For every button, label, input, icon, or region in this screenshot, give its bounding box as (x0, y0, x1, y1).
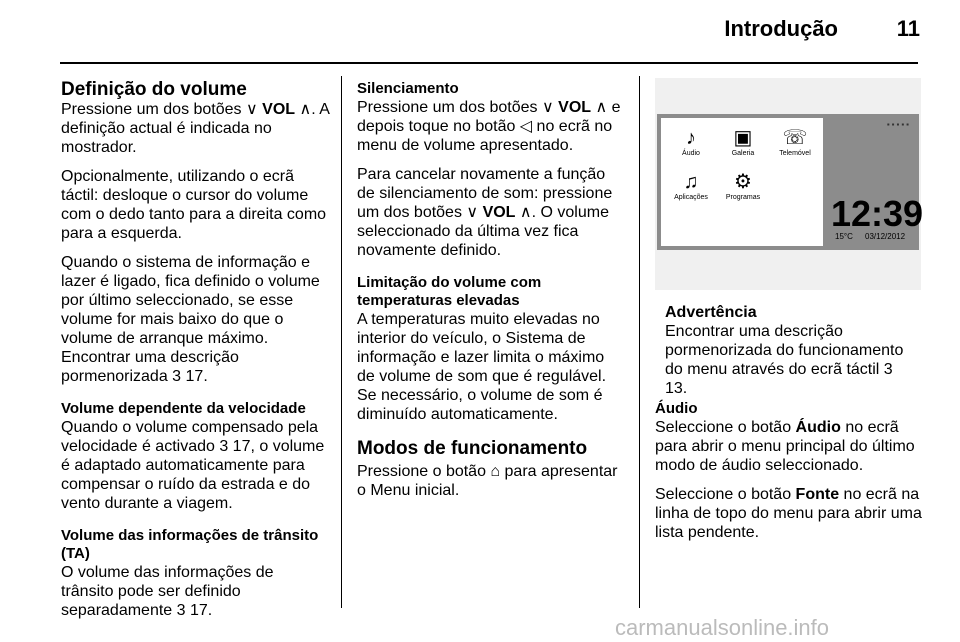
paragraph: Pressione um dos botões ∨ VOL ∧. A definição actual é indicada no mostrador. (61, 101, 329, 156)
watermark: carmanualsonline.info (615, 615, 830, 640)
subheading-traffic-volume: Volume das informações de trânsito (TA) (61, 527, 319, 562)
home-menu-panel (661, 118, 823, 246)
column-divider-2 (639, 76, 640, 608)
paragraph: Quando o sistema de informação e lazer é ligado, fica definido o volume por último seleccionado, se esse volume for mais baixo do que o volume de arranque máximo. Encontrar uma descrição pormenorizada 3 17. (61, 254, 320, 385)
tile-audio: ♪ Áudio (665, 126, 717, 157)
infotainment-screen-figure (657, 114, 924, 250)
section-heading-modes: Modos de funcionamento (357, 438, 588, 459)
column-2 (357, 80, 625, 510)
subheading-volume-limit: Limitação do volume com temperaturas elevadas (357, 274, 542, 309)
header-rule (60, 62, 918, 64)
tile-gallery: ▣ Galeria (717, 126, 769, 157)
warning-title: Advertência (665, 304, 757, 321)
warning-box (665, 303, 915, 398)
subheading-audio: Áudio (655, 400, 698, 417)
column-3 (655, 400, 923, 552)
date-display: 03/12/2012 (865, 232, 906, 241)
gallery-icon: ▣ (733, 127, 753, 149)
tile-settings: ⚙ Programas (717, 170, 769, 201)
paragraph: Seleccione o botão Áudio no ecrã para abrir o menu principal do último modo de áudio seleccionado. (655, 419, 915, 474)
apps-icon: ♫ (683, 171, 699, 193)
warning-text: Encontrar uma descrição pormenorizada do funcionamento do menu através do ecrã táctil 3 13. (665, 323, 904, 397)
temperature-display: 15°C (835, 232, 853, 241)
subheading-mute: Silenciamento (357, 80, 459, 97)
paragraph: Opcionalmente, utilizando o ecrã táctil: desloque o cursor do volume com o dedo tanto para a direita como para a esquerda. (61, 168, 327, 242)
section-heading-volume: Definição do volume (61, 79, 247, 100)
page-number: 11 (896, 16, 920, 41)
paragraph: O volume das informações de trânsito pode ser definido separadamente 3 17. (61, 564, 274, 619)
paragraph: Pressione um dos botões ∨ VOL ∧ e depois toque no botão ◁ no ecrã no menu de volume apresentado. (357, 99, 621, 154)
gear-icon: ⚙ (734, 171, 752, 193)
status-icons: ▪▪▪▪▪ (886, 120, 911, 129)
subheading-speed-volume: Volume dependente da velocidade (61, 400, 306, 417)
page-header-title: Introdução (724, 16, 838, 41)
paragraph: Pressione o botão ⌂ para apresentar o Menu inicial. (357, 463, 618, 499)
paragraph: Para cancelar novamente a função de silenciamento de som: pressione um dos botões ∨ VOL ∧. O volume seleccionado da última vez fica novamente definido. (357, 166, 613, 259)
clock-display: 12:39 (831, 193, 924, 234)
phone-icon: ☏ (782, 127, 808, 149)
music-note-icon: ♪ (686, 127, 696, 149)
column-divider-1 (341, 76, 342, 608)
column-1 (61, 80, 329, 630)
paragraph: A temperaturas muito elevadas no interior do veículo, o Sistema de informação e lazer limita o máximo de volume de som que é regulável. Se necessário, o volume de som é diminuído automaticamente. (357, 311, 607, 423)
tile-phone: ☏ Telemóvel (769, 126, 821, 157)
tile-apps: ♫ Aplicações (665, 170, 717, 201)
paragraph: Seleccione o botão Fonte no ecrã na linha de topo do menu para abrir uma lista pendente. (655, 486, 922, 541)
paragraph: Quando o volume compensado pela velocidade é activado 3 17, o volume é adaptado automaticamente para compensar o ruído da estrada e do vento durante a viagem. (61, 419, 325, 512)
